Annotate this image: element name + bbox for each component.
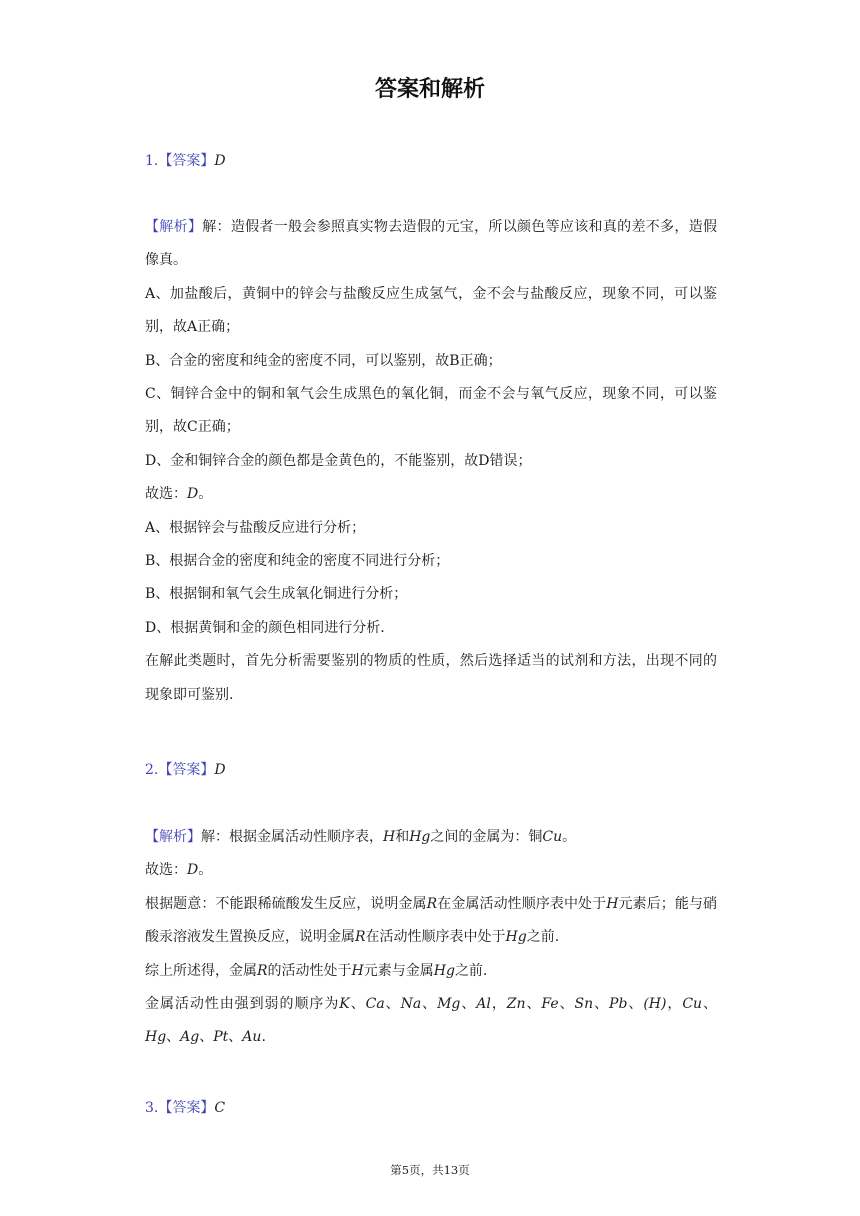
q1-text: 解：造假者一般会参照真实物去造假的元宝，所以颜色等应该和真的差不多，造假像真。 [145, 219, 718, 269]
q2-l5w: 、 [702, 996, 718, 1013]
q2-analysis [145, 821, 717, 1055]
q2-l1c: 和 [395, 829, 410, 845]
q2-l1b: H [383, 829, 396, 845]
q2-l5n: Fe [541, 996, 559, 1013]
q1-choice [145, 478, 717, 511]
q1-answer-value: D [214, 153, 226, 169]
q2-l5aa: 、 [199, 1029, 214, 1046]
q2-l5x: Hg [145, 1029, 167, 1046]
q2-l1f: Cu [542, 829, 563, 845]
q2-l4g: 之前. [454, 962, 488, 979]
q2-l5ac: 、 [228, 1029, 243, 1046]
q2-l5z: Ag [180, 1029, 200, 1046]
q3-answer-line [145, 1098, 717, 1118]
q2-l3f: R [355, 929, 366, 946]
q2-l1e: 之间的金属为：铜 [430, 829, 543, 845]
q2-choice [145, 854, 717, 887]
q1-number: 1. [145, 153, 159, 169]
q1-answer-tag: 【答案】 [158, 153, 215, 169]
q2-l3e: 元素后；能与硝酸汞溶液发生置换反应，说明金属 [145, 895, 718, 946]
q1-summary: 在解此类题时，首先分析需要鉴别的物质的性质，然后选择适当的试剂和方法，出现不同的现象即可鉴别. [145, 653, 717, 703]
q1-answer-line [145, 151, 717, 171]
q2-choice-suffix: 。 [198, 862, 213, 879]
q1-hint-b2: B、根据铜和氧气会生成氧化铜进行分析； [145, 586, 408, 603]
q2-l3c: 在金属活动性顺序表中处于 [437, 895, 607, 912]
q2-l5q: 、 [593, 996, 610, 1013]
q2-l4c: 的活动性处于 [267, 962, 352, 979]
q2-l4b: R [257, 962, 268, 979]
q1-analysis-tag: 【解析】 [145, 219, 203, 235]
page-title: 答案和解析 [374, 77, 485, 102]
q2-activity-series [145, 988, 717, 1055]
q2-l1d: Hg [409, 829, 431, 845]
q2-l3i: 之前. [526, 929, 560, 946]
q2-l5t: (H) [643, 996, 667, 1013]
q2-analysis-tag: 【解析】 [145, 829, 201, 845]
q2-l5f: Na [400, 996, 422, 1013]
q2-l5i: 、 [460, 996, 477, 1013]
q2-l4d: H [351, 962, 364, 979]
q1-option-b: B、合金的密度和纯金的密度不同，可以鉴别，故B正确； [145, 352, 502, 369]
q2-l1g: 。 [562, 829, 577, 845]
q2-l5u: ， [666, 996, 683, 1013]
q2-l4f: Hg [433, 962, 455, 979]
q2-answer-line [145, 760, 717, 780]
q2-l5g: 、 [421, 996, 438, 1013]
q1-hint-d: D、根据黄铜和金的颜色相同进行分析. [145, 619, 385, 636]
q1-analysis [145, 211, 717, 712]
q2-l5d: Ca [365, 996, 385, 1013]
q2-l3b: R [426, 895, 438, 912]
q2-l5ad: Au [242, 1029, 262, 1046]
q3-number: 3. [145, 1100, 159, 1116]
q2-l4a: 综上所述得，金属 [145, 962, 257, 979]
q2-l5k: ， [490, 996, 507, 1013]
q2-answer-value: D [214, 762, 226, 778]
q2-l5v: Cu [682, 996, 703, 1013]
q1-option-c: C、铜锌合金中的铜和氧气会生成黑色的氧化铜，而金不会与氧气反应，现象不同，可以鉴别，故C正确； [145, 386, 717, 436]
q1-option-d: D、金和铜锌合金的颜色都是金黄色的，不能鉴别，故D错误； [145, 452, 532, 469]
q2-l4e: 元素与金属 [363, 962, 434, 979]
q2-analysis-line-3 [145, 888, 717, 955]
q2-analysis-line-1 [145, 821, 717, 854]
q2-l3d: H [606, 895, 619, 912]
q2-l3h: Hg [505, 929, 527, 946]
q2-l5b: K [339, 996, 350, 1013]
q3-answer-value: C [214, 1100, 226, 1116]
q1-hint-a: A、根据锌会与盐酸反应进行分析； [145, 519, 366, 536]
q2-choice-value: D [187, 862, 199, 879]
q3-answer-tag: 【答案】 [158, 1100, 215, 1116]
q2-l5c: 、 [349, 996, 366, 1013]
page-footer: 第5页，共13页 [390, 1163, 470, 1177]
q2-analysis-line-4 [145, 955, 717, 988]
q2-l5y: 、 [166, 1029, 181, 1046]
q1-analysis-para-1 [145, 211, 717, 278]
q1-choice-value: D [187, 486, 199, 503]
q1-option-a: A、加盐酸后，黄铜中的锌会与盐酸反应生成氢气，金不会与盐酸反应，现象不同，可以鉴别，故A正确； [145, 285, 717, 336]
q2-l5a: 金属活动性由强到弱的顺序为 [145, 996, 340, 1013]
q2-l1a: 解：根据金属活动性顺序表， [201, 829, 383, 845]
q2-l5s: 、 [627, 996, 644, 1013]
q2-l5o: 、 [558, 996, 575, 1013]
q2-l5p: Sn [574, 996, 594, 1013]
q1-hint-b: B、根据合金的密度和纯金的密度不同进行分析； [145, 553, 450, 570]
q2-l5e: 、 [384, 996, 401, 1013]
q1-choice-suffix: 。 [198, 486, 213, 503]
q2-l5r: Pb [609, 996, 628, 1013]
q2-l5h: Mg [437, 996, 461, 1013]
q2-number: 2. [145, 762, 159, 778]
q2-l5m: 、 [525, 996, 542, 1013]
q2-l5ae: . [261, 1029, 266, 1046]
q2-l3g: 在活动性顺序表中处于 [365, 929, 506, 946]
q1-choice-prefix: 故选： [145, 486, 187, 503]
q2-choice-prefix: 故选： [145, 862, 187, 879]
q2-answer-tag: 【答案】 [158, 762, 215, 778]
q2-l5ab: Pt [213, 1029, 229, 1046]
q2-l3a: 根据题意：不能跟稀硫酸发生反应，说明金属 [145, 895, 427, 912]
q2-l5j: Al [476, 996, 491, 1013]
q2-l5l: Zn [506, 996, 526, 1013]
